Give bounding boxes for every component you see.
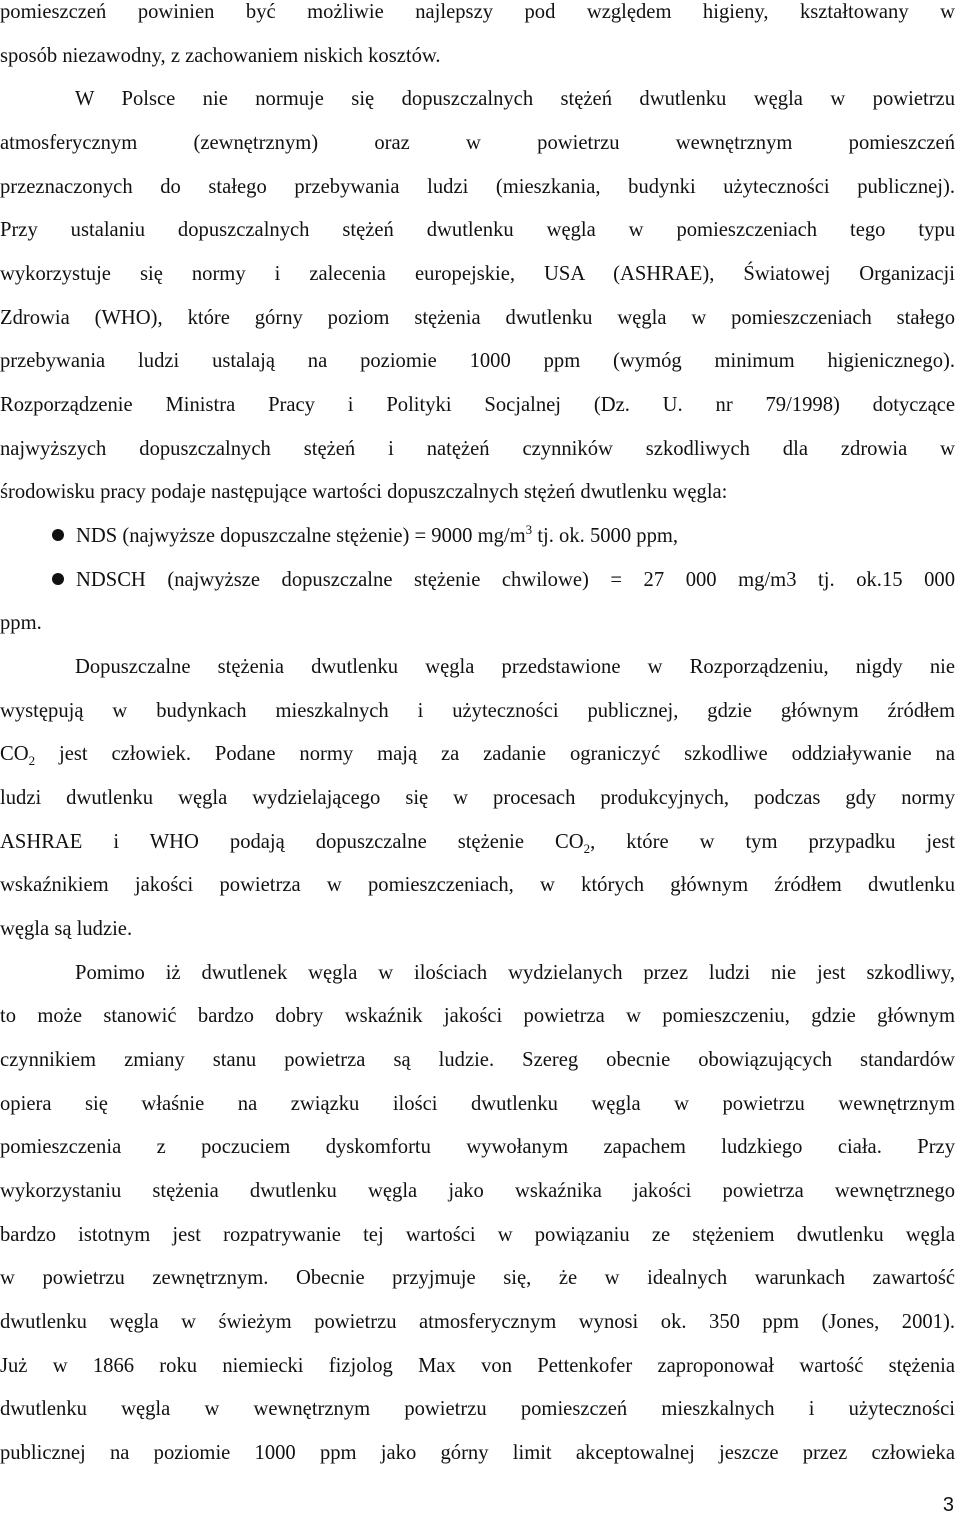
bullet-text: NDS (najwyższe dopuszczalne stężenie) = 9000 mg/m [76, 525, 526, 547]
text-line: bardzo istotnym jest rozpatrywanie tej wartości w powiązaniu ze stężeniem dwutlenku węgla [0, 1224, 955, 1246]
bullet-text: NDSCH (najwyższe dopuszczalne stężenie chwilowe) = 27 000 mg/m3 tj. ok.15 000 [76, 569, 955, 591]
bullet-icon [52, 529, 64, 541]
text-line [0, 830, 955, 857]
text-line: czynnikiem zmiany stanu powietrza są ludzie. Szereg obecnie obowiązujących standardów [0, 1049, 955, 1071]
text-line: przeznaczonych do stałego przebywania ludzi (mieszkania, budynki użyteczności publicznej). [0, 176, 955, 198]
text-line: w powietrzu zewnętrznym. Obecnie przyjmuje się, że w idealnych warunkach zawartość [0, 1267, 955, 1289]
text-line: opiera się właśnie na związku ilości dwutlenku węgla w powietrzu wewnętrznym [0, 1093, 955, 1115]
inline-text: ASHRAE i WHO podają dopuszczalne stężenie CO [0, 831, 584, 853]
text-line: pomieszczenia z poczuciem dyskomfortu wywołanym zapachem ludzkiego ciała. Przy [0, 1136, 955, 1158]
text-line: ppm. [0, 612, 42, 634]
superscript: 3 [525, 522, 533, 538]
page-number: 3 [942, 1494, 954, 1516]
text-line: wykorzystaniu stężenia dwutlenku węgla jako wskaźnika jakości powietrza wewnętrznego [0, 1180, 955, 1202]
text-line: dwutlenku węgla w wewnętrznym powietrzu pomieszczeń mieszkalnych i użyteczności [0, 1398, 955, 1420]
text-line: W Polsce nie normuje się dopuszczalnych stężeń dwutlenku węgla w powietrzu [75, 88, 955, 110]
text-line: Pomimo iż dwutlenek węgla w ilościach wydzielanych przez ludzi nie jest szkodliwy, [75, 962, 955, 984]
text-line: pomieszczeń powinien być możliwie najlepszy pod względem higieny, kształtowany w [0, 1, 955, 23]
text-line: Już w 1866 roku niemiecki fizjolog Max von Pettenkofer zaproponował wartość stężenia [0, 1355, 955, 1377]
subscript: 2 [28, 753, 36, 769]
text-line: publicznej na poziomie 1000 ppm jako górny limit akceptowalnej jeszcze przez człowieka [0, 1442, 955, 1464]
inline-text: jest człowiek. Podane normy mają za zadanie ograniczyć szkodliwe oddziaływanie na [35, 743, 955, 765]
text-line: Dopuszczalne stężenia dwutlenku węgla przedstawione w Rozporządzeniu, nigdy nie [75, 656, 955, 678]
text-line: środowisku pracy podaje następujące wartości dopuszczalnych stężeń dwutlenku węgla: [0, 481, 728, 503]
text-line: wskaźnikiem jakości powietrza w pomieszczeniach, w których głównym źródłem dwutlenku [0, 874, 955, 896]
inline-text: CO [0, 743, 29, 765]
text-line: sposób niezawodny, z zachowaniem niskich kosztów. [0, 45, 441, 67]
text-line: atmosferycznym (zewnętrznym) oraz w powietrzu wewnętrznym pomieszczeń [0, 132, 955, 154]
text-line [0, 742, 955, 769]
text-line: ludzi dwutlenku węgla wydzielającego się w procesach produkcyjnych, podczas gdy normy [0, 787, 955, 809]
text-line: Zdrowia (WHO), które górny poziom stężenia dwutlenku węgla w pomieszczeniach stałego [0, 307, 955, 329]
text-line: Przy ustalaniu dopuszczalnych stężeń dwutlenku węgla w pomieszczeniach tego typu [0, 219, 955, 241]
text-line: wykorzystuje się normy i zalecenia europejskie, USA (ASHRAE), Światowej Organizacji [0, 263, 955, 285]
bullet-icon [52, 573, 64, 585]
text-line: przebywania ludzi ustalają na poziomie 1000 ppm (wymóg minimum higienicznego). [0, 350, 955, 372]
text-line: to może stanowić bardzo dobry wskaźnik jakości powietrza w pomieszczeniu, gdzie głównym [0, 1005, 955, 1027]
bullet-item [52, 524, 955, 548]
bullet-item [52, 568, 955, 592]
text-line: Rozporządzenie Ministra Pracy i Polityki Socjalnej (Dz. U. nr 79/1998) dotyczące [0, 394, 955, 416]
subscript: 2 [583, 841, 591, 857]
text-line: węgla są ludzie. [0, 918, 133, 940]
bullet-text: tj. ok. 5000 ppm, [532, 525, 679, 547]
inline-text: , które w tym przypadku jest [590, 831, 955, 853]
text-line: występują w budynkach mieszkalnych i użyteczności publicznej, gdzie głównym źródłem [0, 700, 955, 722]
text-line: najwyższych dopuszczalnych stężeń i natężeń czynników szkodliwych dla zdrowia w [0, 438, 955, 460]
text-line: dwutlenku węgla w świeżym powietrzu atmosferycznym wynosi ok. 350 ppm (Jones, 2001). [0, 1311, 955, 1333]
